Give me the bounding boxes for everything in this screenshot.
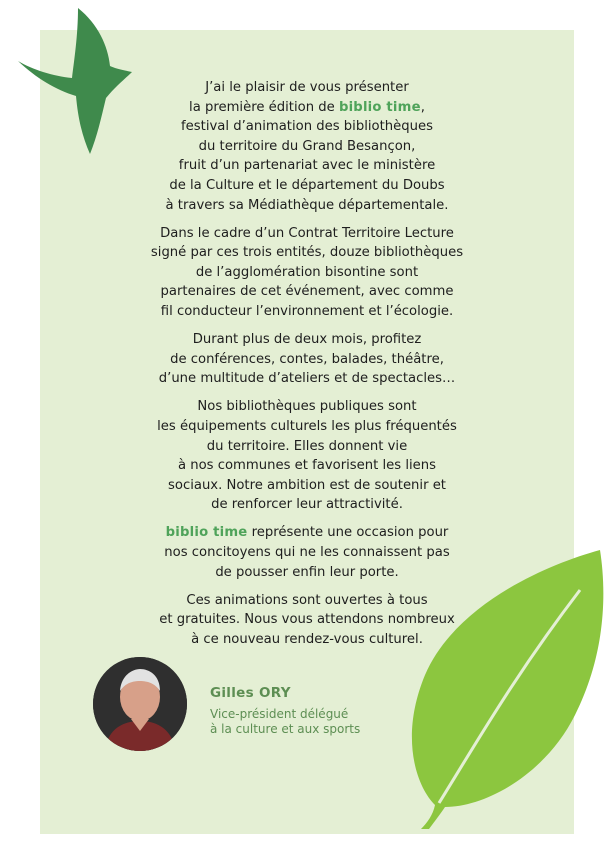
paragraph-program [60,330,554,389]
brand-name: biblio time [338,99,421,115]
text-line: à nos communes et favorisent les liens [177,458,437,474]
signatory-name: Gilles ORY [210,685,291,701]
text-line: de conférences, contes, balades, théâtre, [170,351,444,367]
text-line: fruit d’un partenariat avec le ministère [178,158,436,174]
paragraph-closing [60,591,554,650]
text-line: Dans le cadre d’un Contrat Territoire Lecture [160,225,454,241]
text-line: nos concitoyens qui ne les connaissent pas [164,545,450,561]
text-line: fil conducteur l’environnement et l’écologie. [160,304,454,320]
text-line: Ces animations sont ouvertes à tous [186,592,428,608]
text-fragment: la première édition de [189,99,339,115]
text-line [60,98,554,118]
text-line: de la Culture et le département du Doubs [169,177,445,193]
editorial-text [60,78,554,658]
text-line: les équipements culturels les plus fréquentés [157,419,457,434]
text-line: J’ai le plaisir de vous présenter [205,80,409,95]
signatory-role [210,707,360,737]
text-line: de l’agglomération bisontine sont [195,264,419,280]
text-line: et gratuites. Nous vous attendons nombreux [159,612,455,628]
brand-name: biblio time [165,525,248,541]
text-line: sociaux. Notre ambition est de soutenir et [168,477,446,493]
text-line: signé par ces trois entités, douze bibliothèques [150,245,464,261]
text-line: d’une multitude d’ateliers et de spectacles… [158,371,456,387]
text-line: du territoire du Grand Besançon, [198,138,416,154]
text-line: Nos bibliothèques publiques sont [197,399,417,415]
text-line: de renforcer leur attractivité. [211,497,403,513]
role-line: Vice-président délégué [210,707,349,721]
text-line: à travers sa Médiathèque départementale. [165,197,449,213]
text-line: festival d’animation des bibliothèques [181,119,433,135]
paragraph-intro [60,78,554,215]
paragraph-contract [60,224,554,322]
text-line: à ce nouveau rendez-vous culturel. [191,631,423,647]
text-fragment: , [420,99,425,115]
text-line: de pousser enfin leur porte. [215,564,399,580]
avatar [93,657,187,751]
text-fragment: représente une occasion pour [247,525,449,541]
text-line [60,523,554,543]
role-line: à la culture et aux sports [210,722,361,736]
text-line: du territoire. Elles donnent vie [206,438,408,454]
paragraph-libraries [60,397,554,515]
text-line: Durant plus de deux mois, profitez [192,332,422,348]
text-line: partenaires de cet événement, avec comme [160,284,454,300]
paragraph-opportunity [60,523,554,582]
